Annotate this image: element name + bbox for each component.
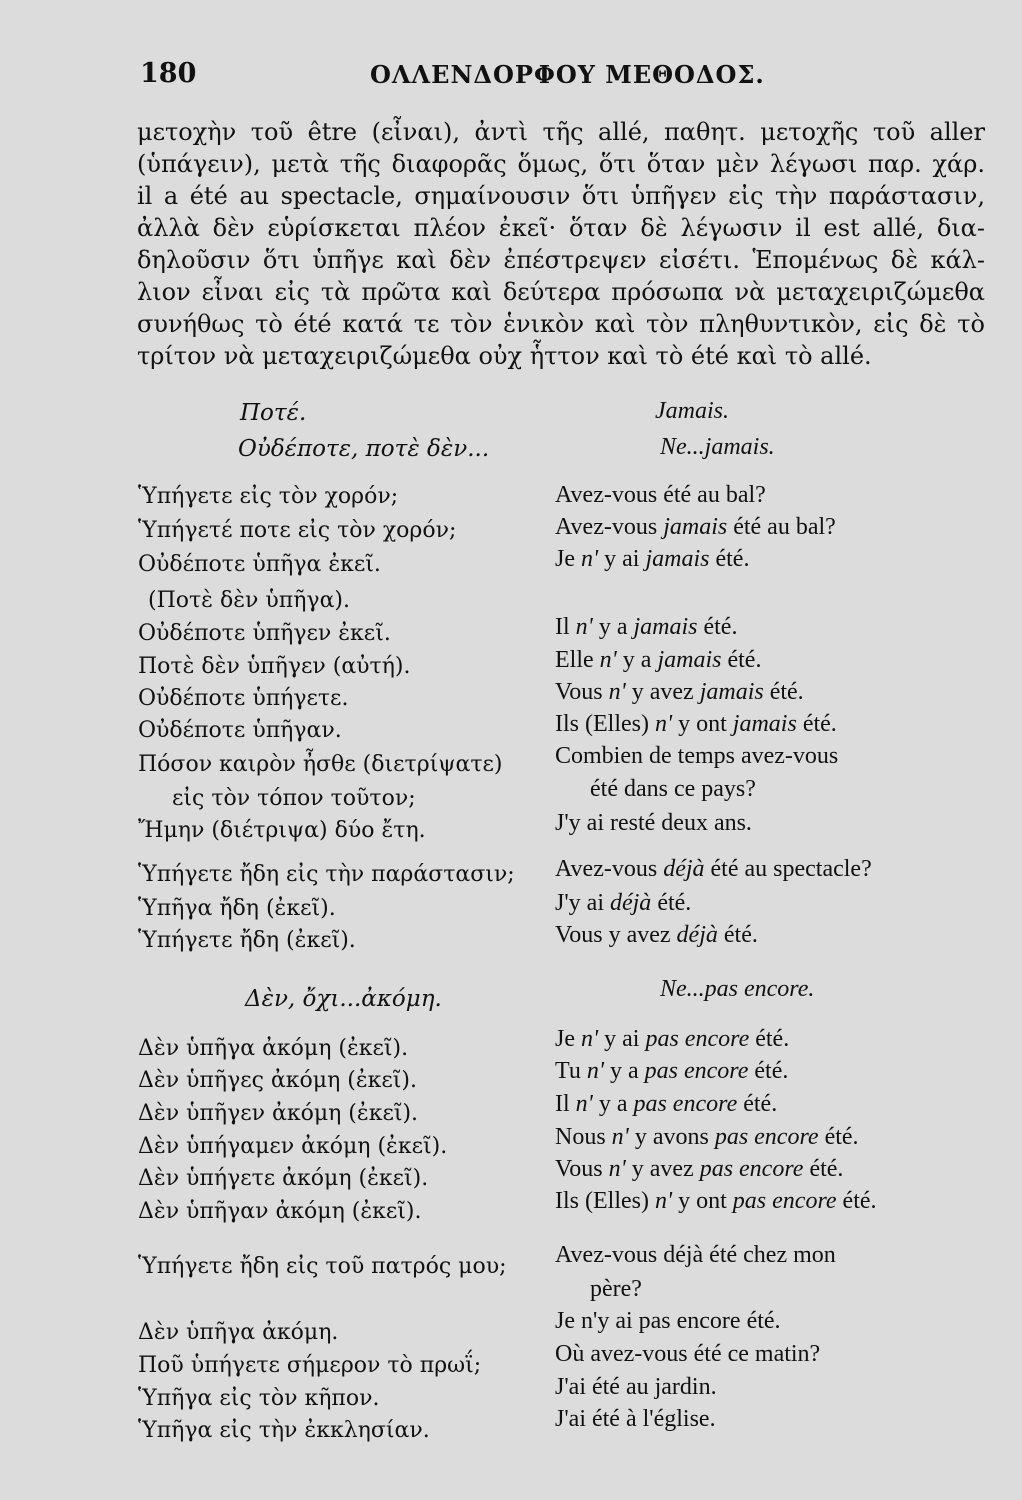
french-phrase [555, 679, 995, 711]
greek-phrase: Δὲν ὑπῆγεν ἀκόμη (ἐκεῖ). [138, 1101, 419, 1126]
french-phrase: Où avez-vous été ce matin? [555, 1341, 821, 1367]
greek-phrase: Ὑπῆγα ἤδη (ἐκεῖ). [138, 896, 336, 921]
fr-italic: jamais [657, 647, 722, 673]
french-phrase [555, 1156, 995, 1188]
greek-phrase: Οὐδέποτε ὑπῆγα ἐκεῖ. [138, 552, 381, 577]
fr-italic: n' [608, 1156, 626, 1182]
fr-text: Nous [555, 1124, 612, 1150]
section-heading-greek: Οὐδέποτε, ποτὲ δὲν... [238, 436, 490, 462]
fr-italic: jamais [633, 614, 698, 640]
greek-phrase: Δὲν ὑπῆγες ἀκόμη (ἐκεῖ). [138, 1068, 417, 1093]
intro-line: λιον εἶναι εἰς τὰ πρῶτα καὶ δεύτερα πρόσωπα νὰ μεταχειριζώμεθα [137, 278, 985, 306]
fr-italic: pas encore [645, 1026, 750, 1052]
fr-italic: jamais [732, 711, 797, 737]
fr-text: été. [836, 1188, 877, 1214]
fr-text: été. [717, 922, 758, 948]
section-heading-french: Ne...jamais. [660, 434, 775, 460]
fr-italic: n' [599, 647, 617, 673]
page-header [140, 58, 980, 92]
fr-text: été au bal? [727, 514, 836, 540]
fr-italic: n' [575, 1091, 593, 1117]
fr-italic: jamais [645, 546, 710, 572]
greek-phrase: Δὲν ὑπῆγαν ἀκόμη (ἐκεῖ). [138, 1199, 422, 1224]
greek-phrase: Ποῦ ὑπήγετε σήμερον τὸ πρωΐ; [138, 1353, 482, 1378]
greek-phrase: Δὲν ὑπήγαμεν ἀκόμη (ἐκεῖ). [138, 1134, 448, 1159]
fr-italic: déjà [663, 856, 705, 882]
fr-text: y avez [625, 679, 700, 705]
section-heading-greek: Ποτέ. [240, 400, 307, 426]
fr-text: Il [555, 1091, 576, 1117]
section-heading-french: Jamais. [655, 398, 729, 424]
french-phrase [555, 1026, 995, 1058]
fr-italic: jamais [663, 514, 728, 540]
french-phrase: J'y ai resté deux ans. [555, 810, 752, 836]
fr-text: Je [555, 1026, 581, 1052]
fr-italic: n' [575, 614, 593, 640]
fr-italic: pas encore [714, 1124, 819, 1150]
intro-paragraph [137, 116, 985, 372]
section-heading-greek: Δὲν, ὄχι...ἀκόμη. [245, 986, 442, 1012]
greek-phrase: Ὑπήγετε ἤδη (ἐκεῖ). [138, 928, 356, 953]
fr-text: été. [748, 1058, 789, 1084]
section-heading-french: Ne...pas encore. [660, 976, 815, 1002]
fr-text: Tu [555, 1058, 587, 1084]
greek-phrase: Δὲν ὑπῆγα ἀκόμη (ἐκεῖ). [138, 1036, 409, 1061]
greek-phrase: Δὲν ὑπήγετε ἀκόμη (ἐκεῖ). [138, 1166, 429, 1191]
greek-phrase: εἰς τὸν τόπον τοῦτον; [172, 786, 416, 811]
fr-text: été. [796, 711, 837, 737]
french-phrase [555, 711, 995, 743]
fr-text: été au spectacle? [704, 856, 872, 882]
french-phrase [555, 614, 995, 646]
fr-text: été. [709, 546, 750, 572]
fr-text: y a [616, 647, 658, 673]
page-number: 180 [140, 58, 197, 89]
fr-text: y a [592, 1091, 634, 1117]
french-phrase [555, 1124, 995, 1156]
fr-italic: déjà [676, 922, 718, 948]
fr-italic: déjà [609, 890, 652, 916]
intro-line: δηλοῦσιν ὅτι ὑπῆγε καὶ δὲν ἐπέστρεψεν εἰσέτι. Ἑπομένως δὲ κάλ- [137, 246, 985, 274]
fr-italic: n' [611, 1124, 629, 1150]
greek-phrase: Ἤμην (διέτριψα) δύο ἔτη. [138, 818, 426, 843]
intro-line: (ὑπάγειν), μετὰ τῆς διαφορᾶς ὅμως, ὅτι ὅταν μὲν λέγωσι παρ. χάρ. [137, 150, 985, 178]
fr-text: Vous [555, 1156, 609, 1182]
french-phrase: J'ai été à l'église. [555, 1406, 716, 1432]
greek-phrase: Ὑπήγετε εἰς τὸν χορόν; [138, 484, 399, 509]
fr-text: Ils (Elles) [555, 1188, 655, 1214]
greek-phrase: Ὑπήγετε ἤδη εἰς τὴν παράστασιν; [138, 862, 515, 887]
running-title: ΟΛΛΕΝΔΟΡΦΟΥ ΜΕΘΟΔΟΣ. [370, 60, 765, 89]
fr-text: Elle [555, 647, 600, 673]
french-phrase [555, 856, 995, 888]
french-phrase [555, 647, 995, 679]
fr-text: y ont [672, 1188, 733, 1214]
fr-text: été. [818, 1124, 859, 1150]
fr-text: Vous [555, 679, 609, 705]
french-phrase: Je n'y ai pas encore été. [555, 1308, 781, 1334]
french-phrase [555, 1091, 995, 1123]
fr-text: été. [763, 679, 804, 705]
fr-text: été. [721, 647, 762, 673]
fr-text: y a [592, 614, 634, 640]
french-phrase: Avez-vous déjà été chez mon [555, 1242, 836, 1268]
fr-italic: n' [608, 679, 626, 705]
french-phrase [555, 1188, 995, 1220]
fr-italic: n' [581, 1026, 599, 1052]
fr-text: y avez [625, 1156, 700, 1182]
fr-italic: jamais [699, 679, 764, 705]
greek-phrase: Οὐδέποτε ὑπῆγεν ἐκεῖ. [138, 621, 391, 646]
french-phrase [555, 890, 995, 922]
fr-text: y a [603, 1058, 645, 1084]
greek-phrase: Ὑπῆγα εἰς τὸν κῆπον. [138, 1386, 380, 1411]
greek-phrase: Οὐδέποτε ὑπῆγαν. [138, 718, 342, 743]
fr-italic: n' [586, 1058, 604, 1084]
fr-text: J'y ai [555, 890, 610, 916]
fr-text: y ai [598, 1026, 646, 1052]
greek-phrase: Πόσον καιρὸν ἦσθε (διετρίψατε) [138, 752, 503, 777]
intro-line: μετοχὴν τοῦ être (εἶναι), ἀντὶ τῆς allé, παθητ. μετοχῆς τοῦ aller [137, 118, 985, 146]
fr-text: Je [555, 546, 581, 572]
fr-text: Avez-vous [555, 856, 664, 882]
intro-line: τρίτον νὰ μεταχειριζώμεθα οὐχ ἧττον καὶ τὸ été καὶ τὸ allé. [137, 342, 872, 370]
fr-text: y avons [628, 1124, 715, 1150]
fr-italic: pas encore [699, 1156, 804, 1182]
french-phrase: Avez-vous été au bal? [555, 482, 766, 508]
greek-phrase: Ποτὲ δὲν ὑπῆγεν (αὐτή). [138, 654, 411, 679]
fr-italic: pas encore [644, 1058, 749, 1084]
french-phrase [555, 1058, 995, 1090]
fr-text: Il [555, 614, 576, 640]
french-phrase: été dans ce pays? [590, 776, 756, 802]
greek-phrase: Ὑπῆγα εἰς τὴν ἐκκλησίαν. [138, 1418, 430, 1443]
fr-text: été. [697, 614, 738, 640]
french-phrase [555, 546, 995, 578]
fr-italic: pas encore [732, 1188, 837, 1214]
fr-text: Avez-vous [555, 514, 664, 540]
french-phrase [555, 922, 995, 954]
intro-line: il a été au spectacle, σημαίνουσιν ὅτι ὑπῆγεν εἰς τὴν παράστασιν, [137, 182, 985, 210]
fr-text: Ils (Elles) [555, 711, 655, 737]
fr-italic: n' [581, 546, 599, 572]
fr-text: été. [651, 890, 692, 916]
french-phrase: J'ai été au jardin. [555, 1374, 717, 1400]
fr-text: y ont [672, 711, 733, 737]
greek-phrase: (Ποτὲ δὲν ὑπῆγα). [148, 588, 350, 613]
fr-italic: n' [654, 711, 673, 737]
fr-text: été. [803, 1156, 844, 1182]
greek-phrase: Ὑπήγετέ ποτε εἰς τὸν χορόν; [138, 518, 457, 543]
greek-phrase: Οὐδέποτε ὑπήγετε. [138, 686, 349, 711]
fr-text: été. [749, 1026, 790, 1052]
french-phrase: Combien de temps avez-vous [555, 743, 839, 769]
french-phrase: père? [590, 1276, 642, 1302]
intro-line: συνήθως τὸ été κατά τε τὸν ἑνικὸν καὶ τὸν πληθυντικὸν, εἰς δὲ τὸ [137, 310, 985, 338]
fr-text: Vous y avez [555, 922, 677, 948]
fr-italic: pas encore [633, 1091, 738, 1117]
fr-italic: n' [654, 1188, 673, 1214]
french-phrase [555, 514, 995, 546]
fr-text: été. [737, 1091, 778, 1117]
greek-phrase: Ὑπήγετε ἤδη εἰς τοῦ πατρός μου; [138, 1254, 507, 1279]
fr-text: y ai [598, 546, 646, 572]
intro-line: ἀλλὰ δὲν εὑρίσκεται πλέον ἐκεῖ· ὅταν δὲ λέγωσιν il est allé, δια- [137, 214, 985, 242]
greek-phrase: Δὲν ὑπῆγα ἀκόμη. [138, 1320, 339, 1345]
